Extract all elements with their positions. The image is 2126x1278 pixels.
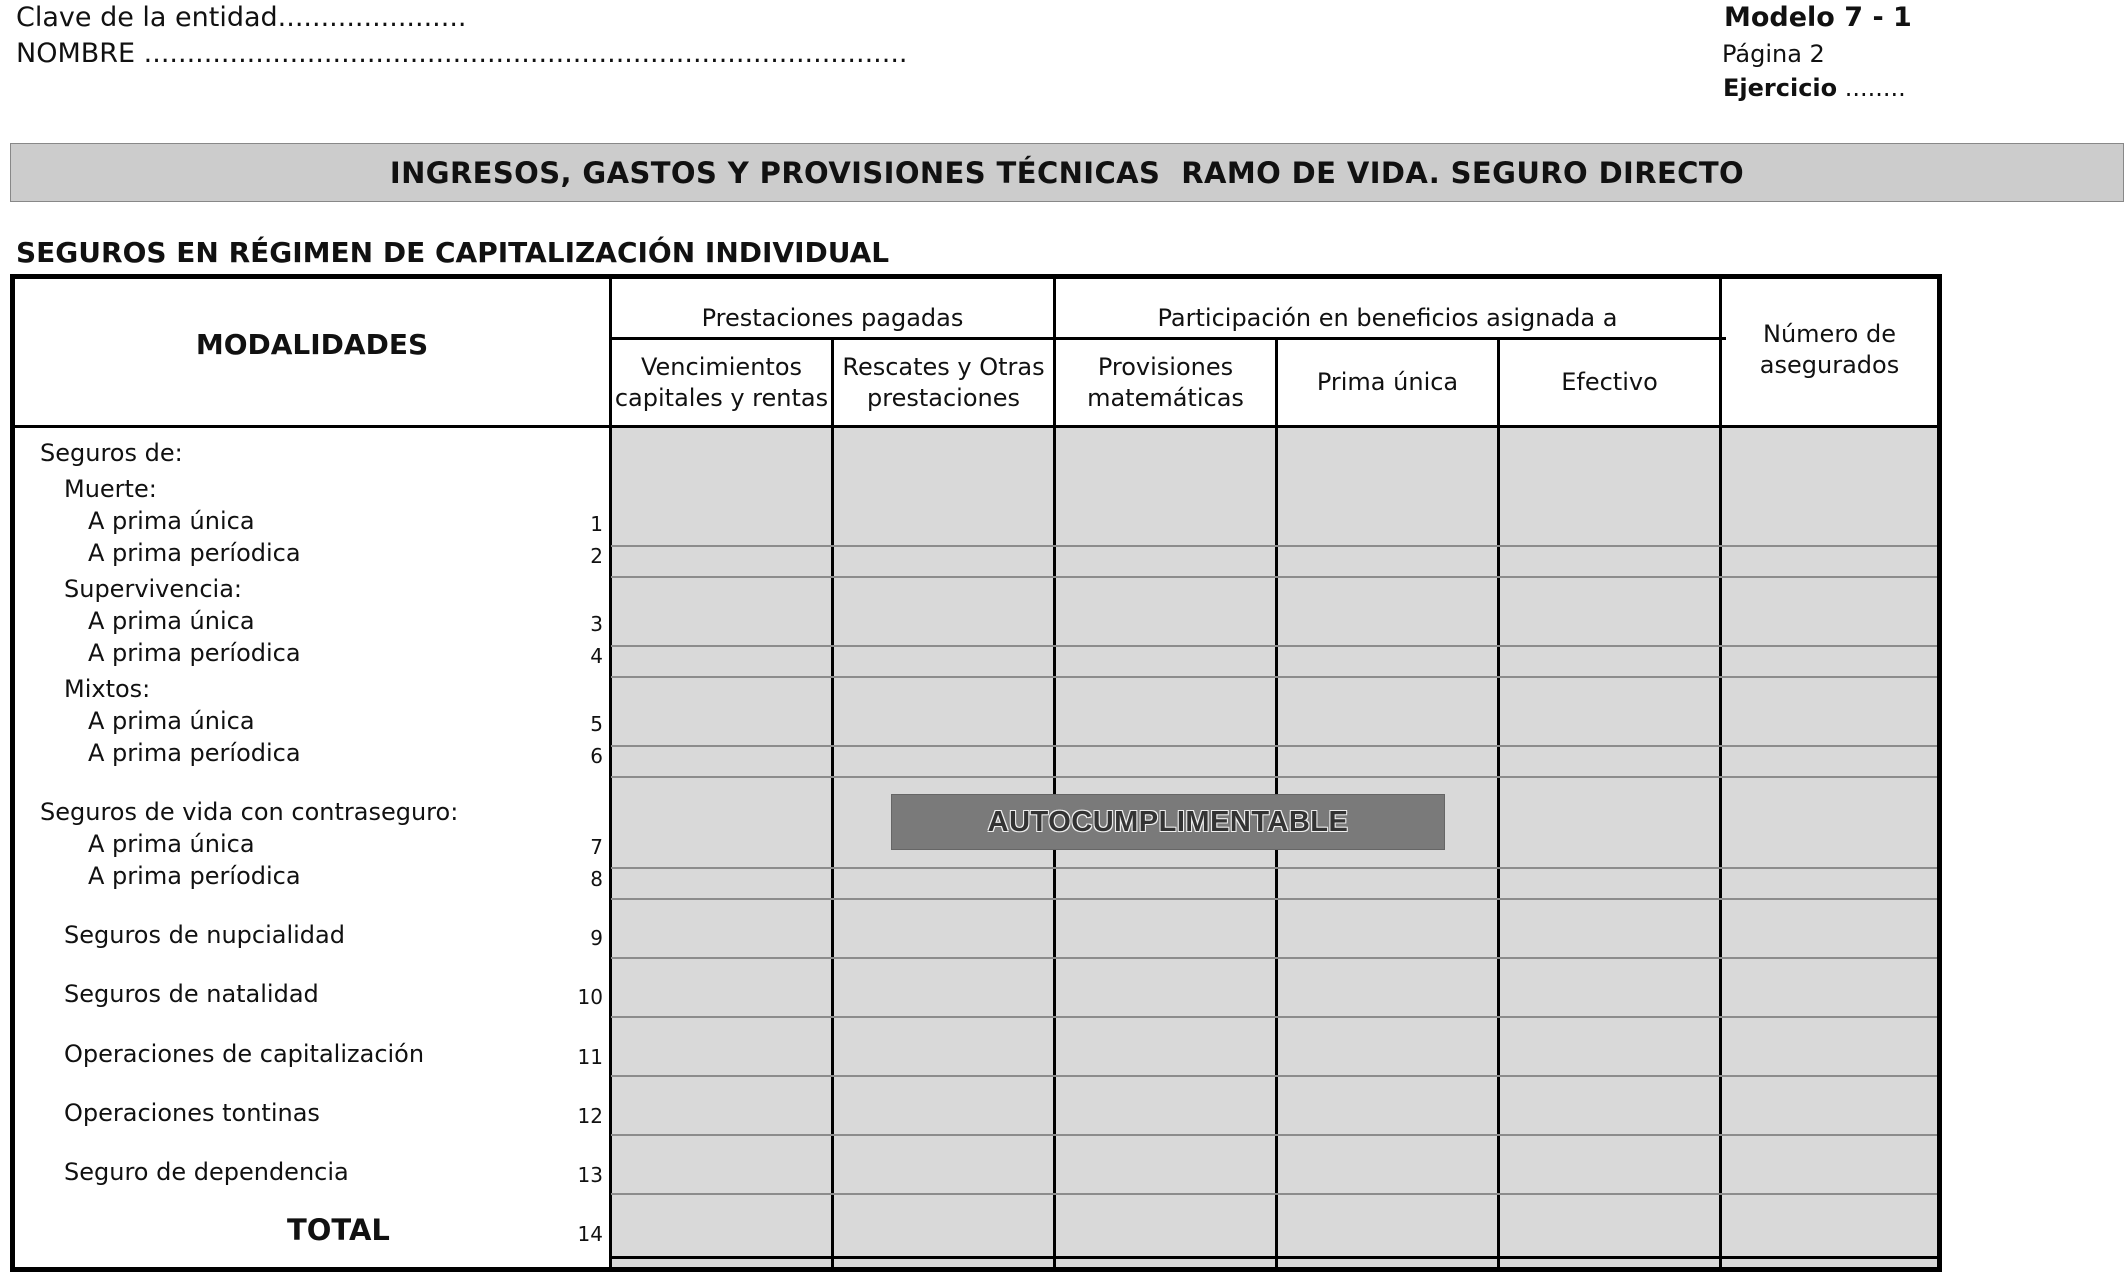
rescates-header: Rescates y Otras prestaciones (842, 352, 1045, 412)
row-label: Seguros de natalidad (64, 980, 319, 1008)
column-divider (1053, 279, 1056, 1267)
row-separator (611, 545, 1937, 547)
row-separator (611, 1016, 1937, 1018)
model-number: Modelo 7 - 1 (1724, 2, 1912, 33)
prestaciones-group-header: Prestaciones pagadas (701, 304, 964, 332)
row-label: A prima única (88, 507, 255, 535)
row-separator (611, 1193, 1937, 1195)
row-label: A prima única (88, 707, 255, 735)
row-number: 2 (590, 544, 603, 568)
row-separator (611, 898, 1937, 900)
participacion-group-header: Participación en beneficios asignada a (1157, 304, 1618, 332)
row-number: 14 (577, 1222, 603, 1246)
row-number: 11 (577, 1045, 603, 1069)
insurance-form-table (10, 274, 1942, 1272)
section-title: SEGUROS EN RÉGIMEN DE CAPITALIZACIÓN INDIVIDUAL (16, 236, 890, 269)
prima-unica-header: Prima única (1316, 368, 1459, 396)
row-number: 7 (590, 835, 603, 859)
row-number: 13 (577, 1163, 603, 1187)
page-number: Página 2 (1722, 40, 1825, 68)
row-label: A prima única (88, 607, 255, 635)
efectivo-header: Efectivo (1561, 368, 1658, 396)
row-number: 10 (577, 985, 603, 1009)
row-number: 3 (590, 612, 603, 636)
row-label: Operaciones de capitalización (64, 1040, 425, 1068)
row-separator (611, 576, 1937, 578)
column-divider (831, 337, 834, 1267)
vencimientos-header: Vencimientos capitales y rentas (614, 352, 829, 412)
row-label: Seguros de nupcialidad (64, 921, 345, 949)
row-label: A prima única (88, 830, 255, 858)
header-bottom-border (15, 425, 1937, 428)
row-number: 4 (590, 644, 603, 668)
row-separator (611, 776, 1937, 778)
column-divider (1497, 337, 1500, 1267)
row-number: 1 (590, 512, 603, 536)
row-label: A prima períodica (88, 739, 301, 767)
mixtos-label: Mixtos: (64, 675, 151, 703)
entity-code-label: Clave de la entidad...................... (16, 2, 467, 33)
row-label: A prima períodica (88, 862, 301, 890)
muerte-label: Muerte: (64, 475, 157, 503)
row-separator (611, 867, 1937, 869)
numero-asegurados-header: Número de asegurados (1759, 320, 1900, 379)
provisiones-header: Provisiones matemáticas (1087, 352, 1244, 412)
row-number: 5 (590, 712, 603, 736)
row-label: A prima períodica (88, 539, 301, 567)
exercise-line (1723, 74, 1906, 102)
column-divider (609, 279, 612, 1267)
row-label: A prima períodica (88, 639, 301, 667)
column-divider (1719, 279, 1722, 1267)
page-title-banner: INGRESOS, GASTOS Y PROVISIONES TÉCNICAS RAMO DE VIDA. SEGURO DIRECTO (10, 143, 2124, 202)
entity-name-label: NOMBRE ......................................................................................... (16, 38, 908, 69)
row-separator (611, 645, 1937, 647)
exercise-value-dots: ........ (1844, 74, 1906, 102)
modalidades-header: MODALIDADES (195, 328, 429, 361)
row-separator (611, 957, 1937, 959)
supervivencia-label: Supervivencia: (64, 575, 243, 603)
exercise-label: Ejercicio (1723, 74, 1838, 102)
row-label: Seguro de dependencia (64, 1158, 349, 1186)
total-label: TOTAL (287, 1213, 390, 1247)
row-number: 9 (590, 926, 603, 950)
autocumplimentable-banner: AUTOCUMPLIMENTABLE (891, 794, 1445, 850)
row-separator (611, 1134, 1937, 1136)
total-row-bottom-line (611, 1256, 1937, 1259)
row-number: 6 (590, 744, 603, 768)
row-number: 12 (577, 1104, 603, 1128)
row-separator (611, 676, 1937, 678)
row-separator (611, 1075, 1937, 1077)
row-separator (611, 745, 1937, 747)
contraseguro-label: Seguros de vida con contraseguro: (40, 798, 459, 826)
row-label: Operaciones tontinas (64, 1099, 320, 1127)
row-number: 8 (590, 867, 603, 891)
seguros-de-label: Seguros de: (40, 439, 183, 467)
